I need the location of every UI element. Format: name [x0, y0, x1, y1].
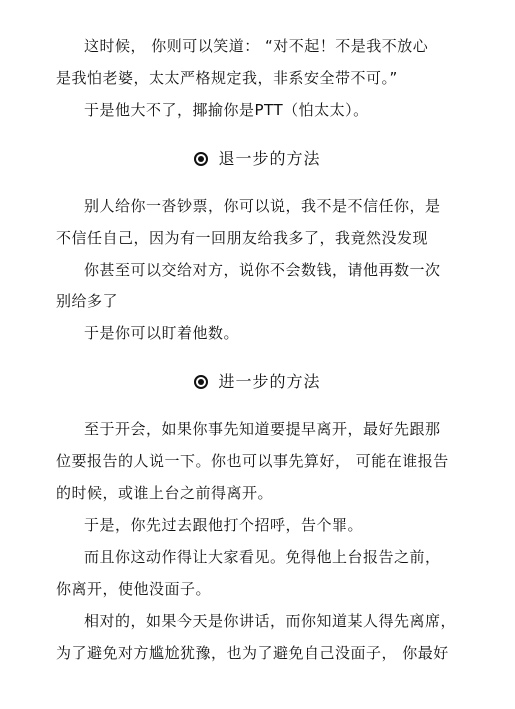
- circle-bullet-icon: [194, 375, 208, 389]
- paragraph-line: 为了避免对方尴尬犹豫，也为了避免自己没面子， 你最好: [56, 644, 449, 662]
- heading-text: 进一步的方法: [218, 372, 321, 391]
- paragraph-line: 你甚至可以交给对方，说你不会数钱，请他再数一次: [84, 261, 441, 279]
- paragraph-line: 你离开，使他没面子。: [56, 580, 212, 598]
- paragraph-line: 是我怕老婆，太太严格规定我，非系安全带不可。”: [56, 69, 398, 87]
- paragraph-line: 别给多了: [56, 292, 119, 310]
- paragraph-line: 的时候，或谁上台之前得离开。: [56, 484, 274, 502]
- heading-text: 退一步的方法: [218, 149, 321, 168]
- paragraph-line: 不信任自己，因为有一回朋友给我多了，我竟然没发现: [56, 229, 429, 247]
- paragraph-line: 于是你可以盯着他数。: [84, 324, 240, 342]
- paragraph-line: 别人给你一沓钞票，你可以说，我不是不信任你，是: [84, 197, 441, 215]
- paragraph-line: 于是，你先过去跟他打个招呼，告个罪。: [84, 516, 364, 534]
- paragraph-line: 而且你这动作得让大家看见。免得他上台报告之前，: [84, 548, 441, 566]
- paragraph-line: 至于开会，如果你事先知道要提早离开，最好先跟那: [84, 420, 441, 438]
- section-heading-retreat: [0, 149, 515, 169]
- section-heading-advance: [0, 372, 515, 392]
- circle-bullet-icon: [194, 152, 208, 166]
- paragraph-line: 于是他大不了，揶揄你是PTT（怕太太）。: [84, 101, 369, 119]
- paragraph-line: 相对的，如果今天是你讲话，而你知道某人得先离席，: [84, 612, 457, 630]
- paragraph-line: 这时候， 你则可以笑道： “对不起！不是我不放心: [84, 37, 429, 55]
- paragraph-line: 位要报告的人说一下。你也可以事先算好， 可能在谁报告: [56, 452, 449, 470]
